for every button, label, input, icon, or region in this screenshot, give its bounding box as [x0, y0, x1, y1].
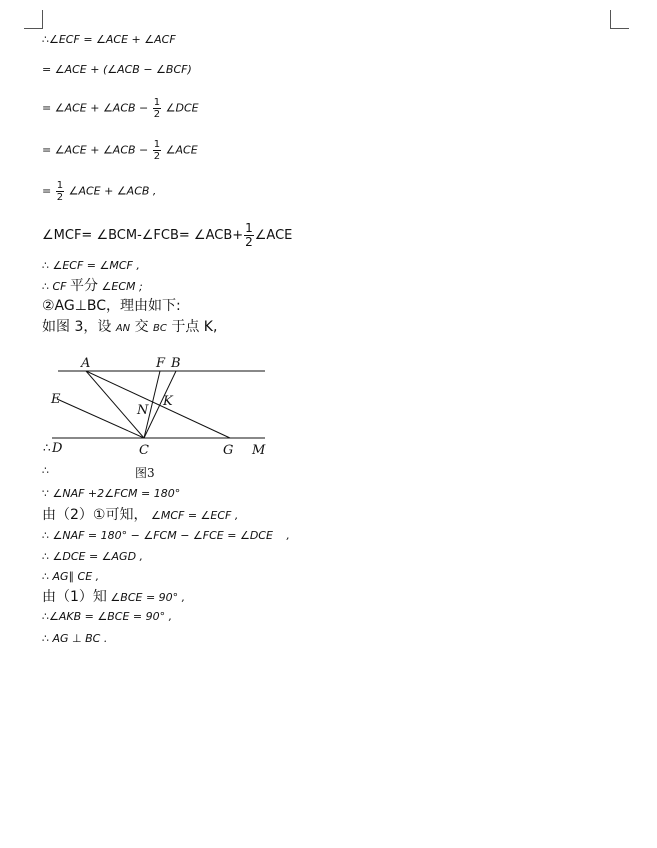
- proof-line-13-b: ∠MCF = ∠ECF ,: [150, 509, 239, 522]
- proof-line-19: ∴ AG ⊥ BC .: [42, 632, 108, 645]
- crop-mark-top-right: [610, 10, 629, 29]
- proof-line-8: [42, 279, 143, 294]
- proof-line-6: [42, 222, 292, 249]
- proof-line-16: ∴ AG∥ CE ,: [42, 570, 100, 583]
- proof-line-18: ∴∠AKB = ∠BCE = 90° ,: [42, 610, 173, 623]
- proof-line-8-word: 平分: [70, 278, 99, 294]
- proof-line-10-bc: BC: [153, 323, 167, 334]
- proof-line-2: = ∠ACE + (∠ACB − ∠BCF): [42, 63, 192, 76]
- proof-line-13-a: 由（2）①可知，: [42, 507, 148, 523]
- proof-line-14-comma: ,: [286, 529, 290, 542]
- fraction-half: $\frac{1}{2}$: [153, 139, 161, 162]
- proof-line-8-seg: ∴ CF: [42, 280, 67, 293]
- crop-mark-top-left: [24, 10, 43, 29]
- proof-line-14-expr: ∴ ∠NAF = 180° − ∠FCM − ∠FCE = ∠DCE: [42, 529, 273, 542]
- proof-line-3-angle: ∠DCE: [165, 101, 199, 115]
- proof-line-17-a: 由（1）知: [42, 589, 107, 605]
- proof-line-5-expr: ∠ACE + ∠ACB ,: [68, 184, 157, 198]
- proof-line-15: ∴ ∠DCE = ∠AGD ,: [42, 550, 144, 563]
- proof-line-9: ②AG⊥BC，理由如下:: [42, 298, 181, 314]
- proof-line-10-a: 如图 3，设: [42, 319, 112, 335]
- proof-line-3: [42, 97, 199, 120]
- proof-line-13: [42, 508, 238, 523]
- segment-ac: [86, 371, 144, 438]
- segment-ec: [57, 399, 144, 438]
- proof-line-6-expr: ∠MCF= ∠BCM-∠FCB= ∠ACB+: [42, 228, 244, 243]
- geometry-figure-3: [40, 350, 280, 485]
- proof-line-5-eq: =: [42, 184, 52, 198]
- proof-line-10-an: AN: [115, 323, 131, 334]
- label-g: G: [223, 443, 234, 458]
- proof-line-14: [42, 529, 290, 543]
- proof-line-7: ∴ ∠ECF = ∠MCF ,: [42, 259, 140, 272]
- proof-line-4-angle: ∠ACE: [165, 143, 198, 157]
- proof-line-12: ∵ ∠NAF +2∠FCM = 180°: [42, 487, 181, 500]
- fraction-half: $\frac{1}{2}$: [56, 180, 64, 203]
- label-f: F: [156, 356, 166, 371]
- label-b: B: [171, 356, 181, 371]
- label-a: A: [81, 356, 91, 371]
- label-c: C: [139, 443, 149, 458]
- proof-line-6-angle: ∠ACE: [254, 228, 293, 243]
- proof-line-4-expr: = ∠ACE + ∠ACB −: [42, 143, 149, 157]
- label-n: N: [137, 403, 149, 418]
- proof-line-4: [42, 139, 198, 162]
- label-e: E: [51, 392, 61, 407]
- proof-line-8-angle: ∠ECM ;: [101, 280, 143, 293]
- proof-line-11: ∴: [42, 464, 49, 477]
- figure-therefore: ∴: [43, 441, 51, 455]
- label-m: M: [252, 443, 266, 458]
- figure-caption: 图3: [135, 466, 155, 480]
- proof-line-17: [42, 590, 185, 605]
- fraction-half: $\frac{1}{2}$: [245, 221, 253, 249]
- label-d: D: [52, 441, 63, 456]
- proof-line-17-b: ∠BCE = 90° ,: [110, 591, 186, 604]
- proof-line-10-e: 于点 K,: [171, 319, 218, 335]
- proof-line-10-c: 交: [134, 319, 149, 335]
- fraction-half: $\frac{1}{2}$: [153, 97, 161, 120]
- proof-line-1: ∴∠ECF = ∠ACE + ∠ACF: [42, 33, 176, 46]
- proof-line-3-expr: = ∠ACE + ∠ACB −: [42, 101, 149, 115]
- proof-line-10: [42, 320, 217, 336]
- proof-line-5: [42, 180, 156, 203]
- label-k: K: [163, 394, 173, 409]
